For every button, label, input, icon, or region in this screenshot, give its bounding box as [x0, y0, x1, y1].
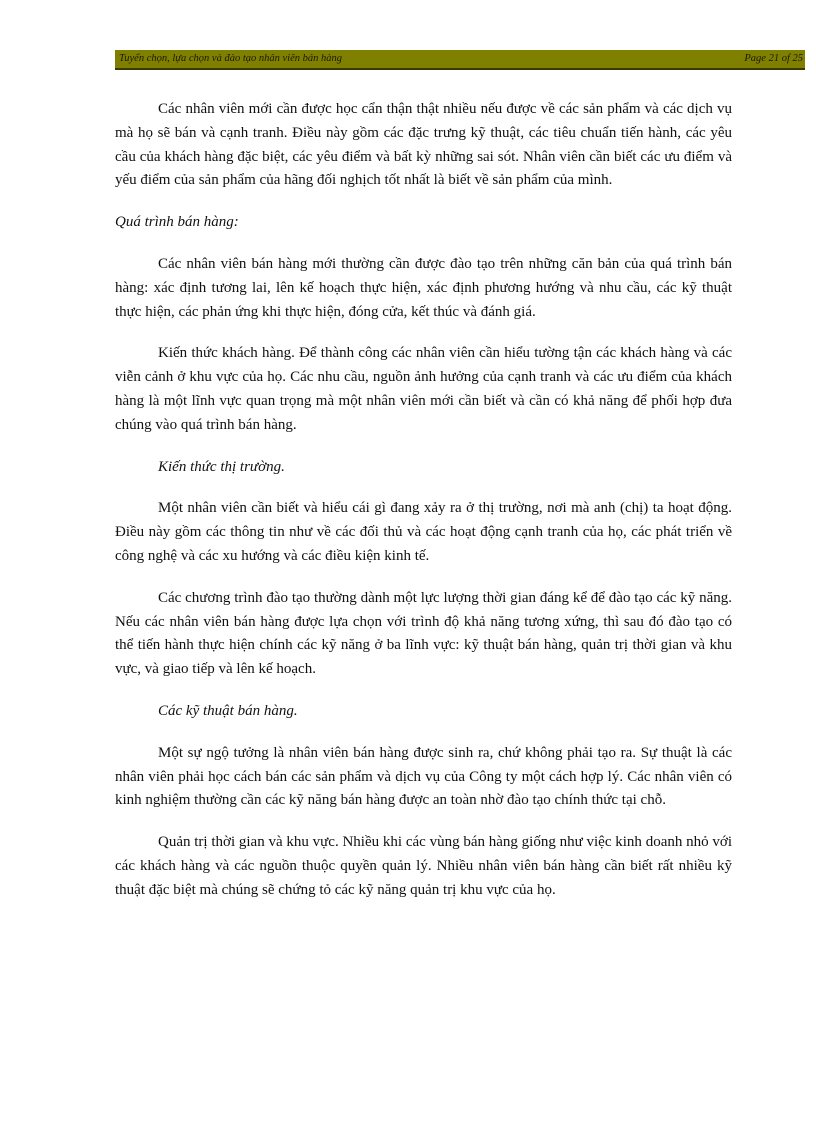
page-number: Page 21 of 25	[744, 53, 803, 64]
page-header-bar	[115, 50, 805, 70]
paragraph-market-knowledge: Một nhân viên cần biết và hiểu cái gì đang xảy ra ở thị trường, nơi mà anh (chị) ta hoạt động. Điều này gồm các thông tin như về các đối thủ và các hoạt động cạnh tranh của họ, các phát triển về công nghệ và các xu hướng và các điều kiện kinh tế.	[115, 500, 732, 564]
document-body	[115, 98, 732, 921]
paragraph-sales-techniques: Một sự ngộ tưởng là nhân viên bán hàng được sinh ra, chứ không phải tạo ra. Sự thuật là các nhân viên phải học cách bán các sản phẩm và dịch vụ của Công ty một cách hợp lý. Các nhân viên có kinh nghiệm thường cần các kỹ năng bán hàng được an toàn nhờ đào tạo chính thức tại chỗ.	[115, 744, 732, 809]
paragraph-sales-process: Các nhân viên bán hàng mới thường cần được đào tạo trên những căn bản của quá trình bán hàng: xác định tương lai, lên kế hoạch thực hiện, xác định phương hướng và nhu cầu, các kỹ thuật thực hiện, các phản ứng khi thực hiện, đóng cửa, kết thúc và đánh giá.	[115, 255, 732, 320]
paragraph-product-knowledge: Các nhân viên mới cần được học cẩn thận thật nhiều nếu được về các sản phẩm và các dịch vụ mà họ sẽ bán và cạnh tranh. Điều này gồm các đặc trưng kỹ thuật, các tiêu chuẩn tiến hành, các yêu cầu của khách hàng đặc biệt, các yêu điểm và bất kỳ những sai sót. Nhân viên cần biết các ưu điểm và yếu điểm của sản phẩm của hãng đối nghịch tốt nhất là biết về sản phẩm của mình.	[115, 101, 732, 189]
paragraph-customer-knowledge: Kiến thức khách hàng. Để thành công các nhân viên cần hiểu tường tận các khách hàng và các viễn cảnh ở khu vực của họ. Các nhu cầu, nguồn ảnh hưởng của cạnh tranh và các ưu điểm của khách hàng là một lĩnh vực quan trọng mà một nhân viên mới cần biết và cần có khả năng để phối hợp đưa chúng vào quá trình bán hàng.	[115, 345, 732, 433]
heading-market-knowledge: Kiến thức thị trường.	[158, 458, 285, 475]
paragraph-time-territory: Quản trị thời gian và khu vực. Nhiều khi các vùng bán hàng giống như việc kinh doanh nhỏ với các khách hàng và các nguồn thuộc quyền quản lý. Nhiều nhân viên bán hàng cần biết rất nhiều kỹ thuật đặc biệt mà chúng sẽ chứng tỏ các kỹ năng quản trị khu vực của họ.	[115, 834, 732, 898]
document-title: Tuyển chọn, lựa chọn và đào tạo nhân viên bán hàng	[119, 53, 342, 64]
heading-sales-techniques: Các kỹ thuật bán hàng.	[158, 702, 298, 719]
heading-sales-process: Quá trình bán hàng:	[115, 214, 239, 231]
paragraph-skills-training: Các chương trình đào tạo thường dành một lực lượng thời gian đáng kể để đào tạo các kỹ năng. Nếu các nhân viên bán hàng được lựa chọn với trình độ khả năng tương xứng, thì sau đó đào tạo có thể tiến hành thực hiện chính các kỹ năng ở ba lĩnh vực: kỹ thuật bán hàng, quản trị thời gian và khu vực, và giao tiếp và lên kế hoạch.	[115, 589, 732, 678]
